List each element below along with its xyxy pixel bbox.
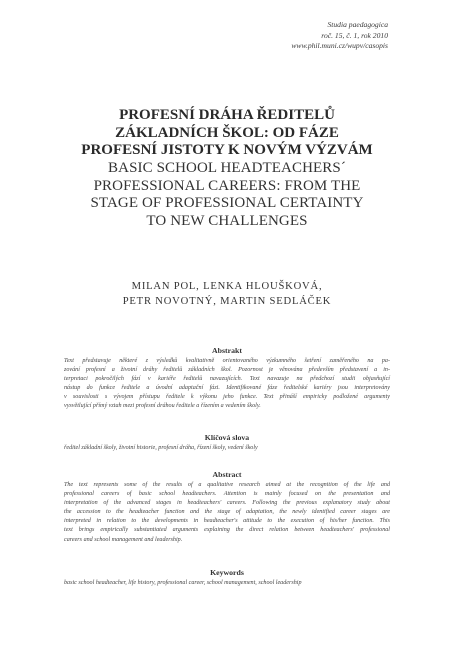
- abstract-heading: Abstract: [212, 470, 242, 479]
- klicova-slova-text: [64, 444, 390, 453]
- abstract-line: The text represents some of the results of a qualitative research aimed at the recognition of the life and: [64, 482, 390, 488]
- abstrakt-text: [64, 357, 390, 412]
- abstrakt-line: v souvislosti s vývojem přístupu ředitele k výkonu jeho funkce. Text přináší empiricky podložené argumenty: [64, 394, 390, 401]
- title-en-line: STAGE OF PROFESSIONAL CERTAINTY: [90, 195, 364, 212]
- title-cz-line: ZÁKLADNÍCH ŠKOL: OD FÁZE: [115, 124, 339, 141]
- journal-volume: roč. 15, č. 1, rok 2010: [321, 30, 388, 40]
- abstrakt-line: terpretaci pokročilých fází v kariéře ředitelů navazujících. Text navazuje na předchozí studii objasňující: [64, 376, 390, 383]
- abstrakt-heading: Abstrakt: [212, 346, 242, 355]
- title-en-line: TO NEW CHALLENGES: [146, 212, 308, 229]
- authors-line: MILAN POL, LENKA HLOUŠKOVÁ,: [131, 281, 323, 292]
- keywords-line: basic school headteacher, life history, professional career, school management, school leadership: [64, 580, 302, 586]
- abstrakt-line: zování profesní a životní dráhy ředitelů základních škol. Pozornost je věnována především představení a in-: [64, 367, 390, 374]
- abstrakt-line: vysvětlující přímý vztah mezi profesní dráhou ředitele a řízením a vedením školy.: [64, 403, 261, 410]
- title-czech: [40, 107, 414, 160]
- keywords-heading: Keywords: [210, 568, 244, 577]
- keywords-text: [64, 579, 390, 588]
- title-en-line: PROFESSIONAL CAREERS: FROM THE: [93, 177, 361, 194]
- journal-info: [291, 20, 388, 52]
- abstract-text: [64, 481, 390, 545]
- title-cz-line: PROFESNÍ DRÁHA ŘEDITELŮ: [119, 107, 335, 123]
- abstract-line: interpretation of the advanced stages in headteachers' careers. Following the previous explanatory study about: [64, 500, 390, 507]
- klicova-slova-line: ředitel základní školy, životní historie, profesní dráha, řízení školy, vedení školy: [64, 445, 258, 451]
- authors-line: PETR NOVOTNÝ, MARTIN SEDLÁČEK: [122, 295, 332, 307]
- abstrakt-line: nástup do funkce ředitele a úvodní adaptační fázi. Identifikované fáze ředitelské kariéry jsou interpretovány: [64, 385, 390, 392]
- journal-url: www.phil.muni.cz/wupv/casopis: [291, 41, 388, 50]
- title-cz-line: PROFESNÍ JISTOTY K NOVÝM VÝZVÁM: [81, 142, 373, 158]
- journal-name: Studia paedagogica: [327, 20, 388, 29]
- abstract-line: careers and school management and leadership.: [64, 536, 183, 543]
- abstract-line: the accession to the headteacher function and the stage of adaptation, the newly identified career stages are: [64, 509, 390, 516]
- title-english: [40, 160, 414, 230]
- abstract-line: interpreted in relation to the developments in headteacher's attitude to the execution of his/her function. This: [64, 518, 390, 525]
- abstract-line: professional careers of basic school headteachers. Attention is mainly focused on the presentation and: [64, 491, 390, 498]
- authors: [40, 280, 414, 310]
- klicova-slova-heading: Klíčová slova: [204, 433, 250, 442]
- abstract-line: text brings empirically substantiated arguments explaining the direct relation between headteachers' professional: [64, 527, 390, 534]
- abstrakt-line: Text představuje některé z výsledků kvalitativně orientovaného výzkumného šetření zaměřeného na pa-: [64, 358, 390, 364]
- title-en-line: BASIC SCHOOL HEADTEACHERS´: [108, 160, 346, 176]
